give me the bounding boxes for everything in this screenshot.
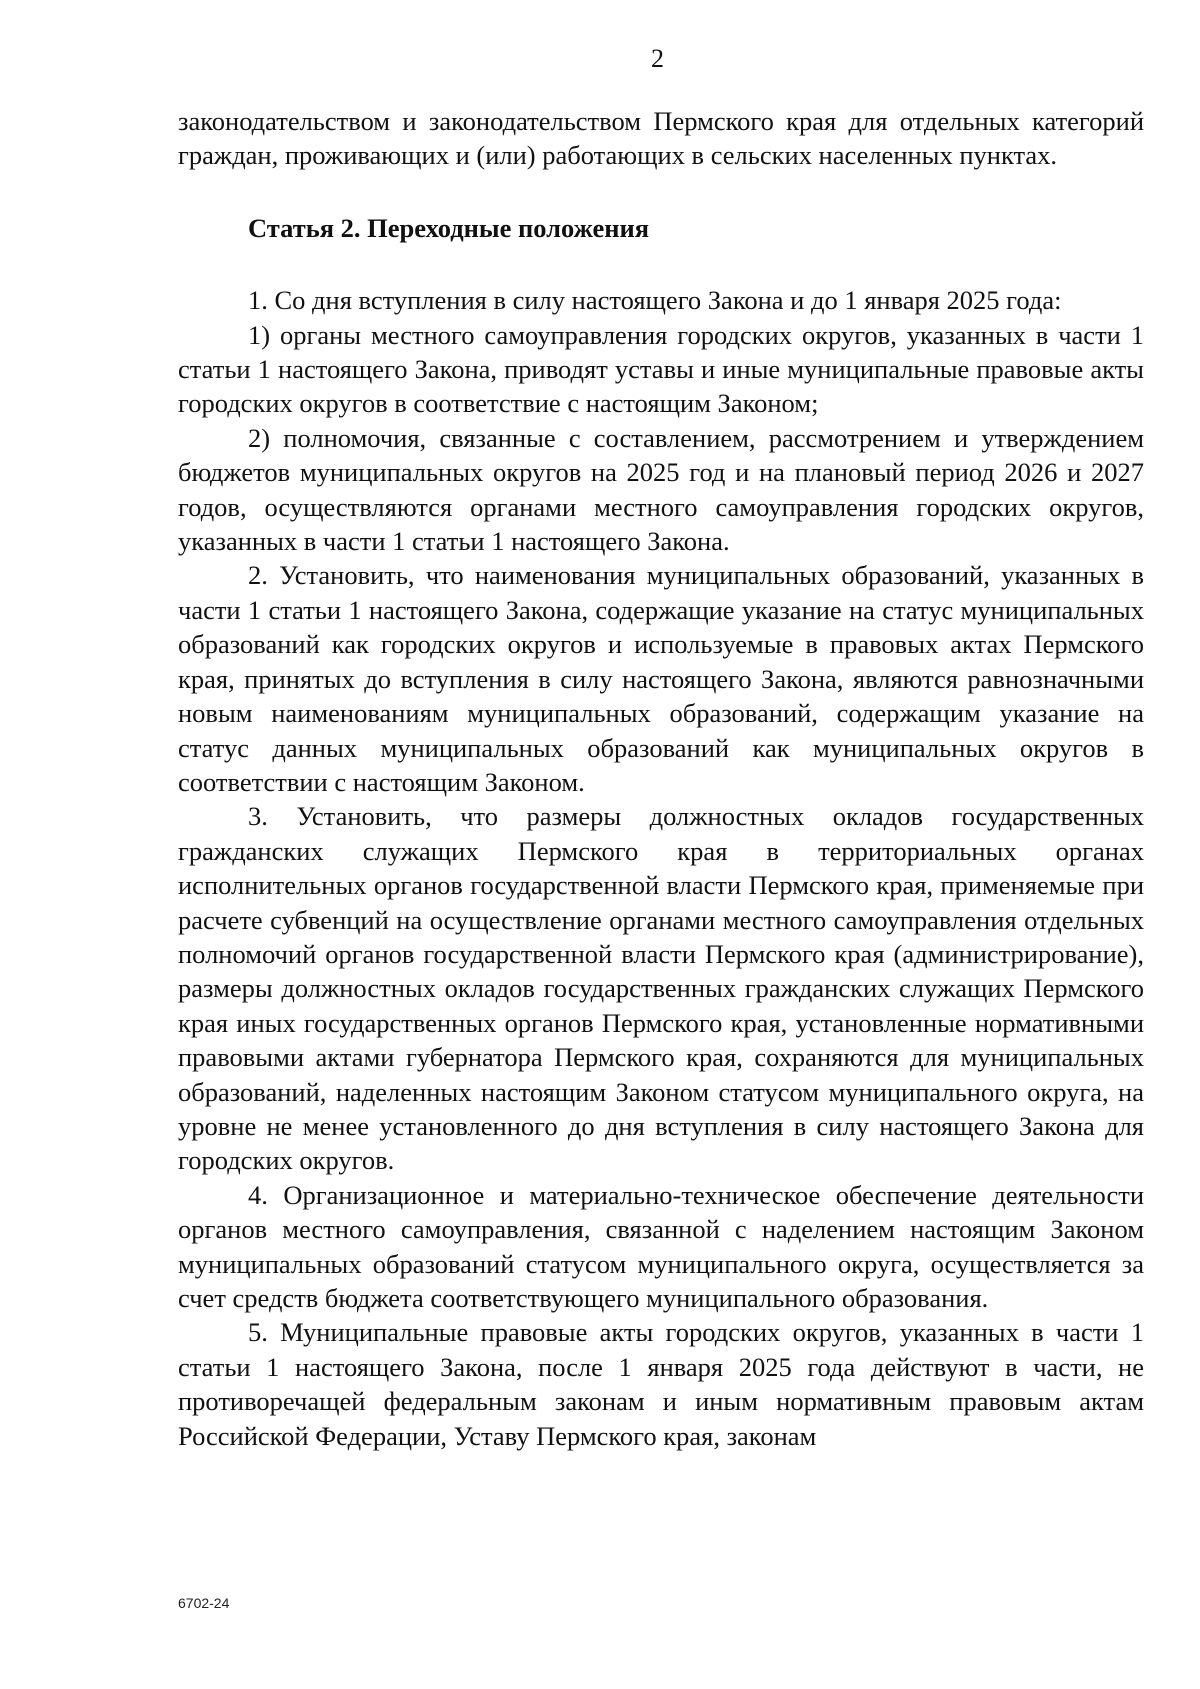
paragraph-3: 3. Установить, что размеры должностных окладов государственных гражданских служащих Пермского края в территориальных органах исполнительных органов государственной власти Пермского края, применяемые при расчете субвенций на осуществление органами местного самоуправления отдельных полномочий органов государственной власти Пермского края (администрирование), размеры должностных окладов государственных гражданских служащих Пермского края иных государственных органов Пермского края, установленные нормативными правовыми актами губернатора Пермского края, сохраняются для муниципальных образований, наделенных настоящим Законом статусом муниципального округа, на уровне не менее установленного до дня вступления в силу настоящего Закона для городских округов.: [178, 801, 1144, 1176]
paragraph-5: 5. Муниципальные правовые акты городских округов, указанных в части 1 статьи 1 настоящего Закона, после 1 января 2025 года действуют в части, не противоречащей федеральным законам и иным нормативным правовым актам Российской Федерации, Уставу Пермского края, законам: [178, 1317, 1144, 1451]
paragraph-2: 2. Установить, что наименования муниципальных образований, указанных в части 1 статьи 1 настоящего Закона, содержащие указание на статус муниципальных образований как городских округов и используемые в правовых актах Пермского края, принятых до вступления в силу настоящего Закона, являются равнозначными новым наименованиям муниципальных образований, содержащим указание на статус данных муниципальных образований как муниципальных округов в соответствии с настоящим Законом.: [178, 560, 1144, 797]
paragraph-4: 4. Организационное и материально-техническое обеспечение деятельности органов местного самоуправления, связанной с наделением настоящим Законом муниципальных образований статусом муниципального округа, осуществляется за счет средств бюджета соответствующего муниципального образования.: [178, 1179, 1144, 1313]
article-heading: Статья 2. Переходные положения: [248, 212, 650, 243]
paragraph-1: 1. Со дня вступления в силу настоящего Закона и до 1 января 2025 года:: [248, 285, 1062, 316]
document-code: 6702-24: [178, 1595, 230, 1611]
page-number: 2: [651, 44, 664, 73]
continued-paragraph: законодательством и законодательством Пермского края для отдельных категорий граждан, проживающих и (или) работающих в сельских населенных пунктах.: [178, 106, 1144, 171]
paragraph-1-item-2: 2) полномочия, связанные с составлением, рассмотрением и утверждением бюджетов муниципальных округов на 2025 год и на плановый период 2026 и 2027 годов, осуществляются органами местного самоуправления городских округов, указанных в части 1 статьи 1 настоящего Закона.: [178, 422, 1144, 557]
paragraph-1-item-1: 1) органы местного самоуправления городских округов, указанных в части 1 статьи 1 настоящего Закона, приводят уставы и иные муниципальные правовые акты городских округов в соответствие с настоящим Законом;: [178, 319, 1144, 419]
document-body: [178, 104, 1144, 1453]
